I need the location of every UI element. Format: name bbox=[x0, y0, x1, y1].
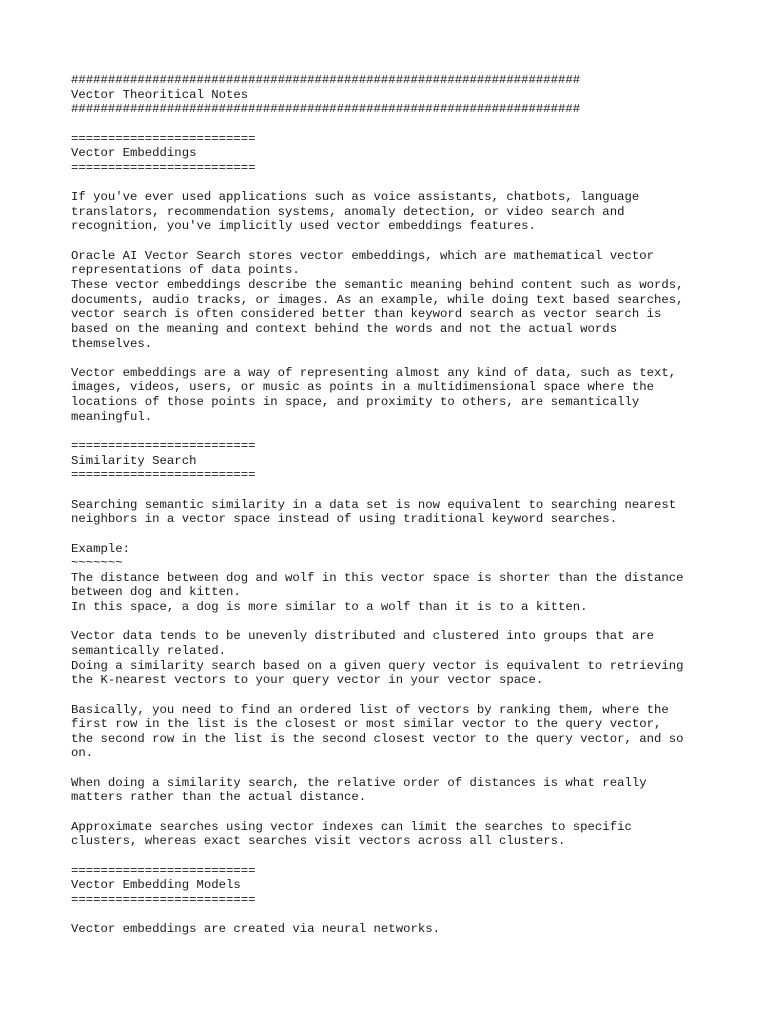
section-rule: ========================= bbox=[71, 892, 256, 907]
text-line: Vector embeddings are a way of representing almost any kind of data, such as text, bbox=[71, 365, 677, 380]
blank-line bbox=[71, 527, 711, 542]
text-line: between dog and kitten. bbox=[71, 585, 241, 600]
section-rule: ========================= bbox=[71, 468, 256, 483]
text-line: Oracle AI Vector Search stores vector embeddings, which are mathematical vector bbox=[71, 248, 654, 263]
text-line: themselves. bbox=[71, 336, 153, 351]
blank-line bbox=[71, 117, 711, 132]
text-line: Searching semantic similarity in a data set is now equivalent to searching nearest bbox=[71, 497, 677, 512]
text-line: meaningful. bbox=[71, 409, 153, 424]
text-line: representations of data points. bbox=[71, 263, 300, 278]
text-line: Vector data tends to be unevenly distributed and clustered into groups that are bbox=[71, 629, 654, 644]
text-line: Vector Theoritical Notes bbox=[71, 87, 249, 102]
text-line: documents, audio tracks, or images. As an example, while doing text based searches, bbox=[71, 292, 684, 307]
section-rule: ========================= bbox=[71, 863, 256, 878]
section-rule: ========================= bbox=[71, 131, 256, 146]
title-rule: ##################################################################### bbox=[71, 73, 581, 87]
section-rule: ========================= bbox=[71, 439, 256, 454]
blank-line bbox=[71, 351, 711, 366]
document-text bbox=[71, 73, 711, 937]
blank-line bbox=[71, 761, 711, 776]
text-line: Vector Embeddings bbox=[71, 146, 197, 161]
text-line: Example: bbox=[71, 541, 131, 556]
blank-line bbox=[71, 483, 711, 498]
blank-line bbox=[71, 849, 711, 864]
blank-line bbox=[71, 688, 711, 703]
blank-line bbox=[71, 175, 711, 190]
text-line: neighbors in a vector space instead of using traditional keyword searches. bbox=[71, 512, 618, 527]
text-line: When doing a similarity search, the relative order of distances is what really bbox=[71, 775, 647, 790]
text-line: If you've ever used applications such as voice assistants, chatbots, language bbox=[71, 190, 640, 205]
text-line: Doing a similarity search based on a given query vector is equivalent to retrieving bbox=[71, 658, 684, 673]
blank-line bbox=[71, 908, 711, 923]
text-line: semantically related. bbox=[71, 643, 226, 658]
text-line: on. bbox=[71, 746, 94, 761]
text-line: recognition, you've implicitly used vector embeddings features. bbox=[71, 219, 536, 234]
text-line: first row in the list is the closest or most similar vector to the query vector, bbox=[71, 717, 662, 732]
text-line: Basically, you need to find an ordered list of vectors by ranking them, where the bbox=[71, 702, 669, 717]
blank-line bbox=[71, 805, 711, 820]
text-line: The distance between dog and wolf in this vector space is shorter than the distance bbox=[71, 570, 684, 585]
title-rule: ##################################################################### bbox=[71, 102, 581, 117]
text-line: Vector embeddings are created via neural networks. bbox=[71, 922, 440, 937]
section-rule: ========================= bbox=[71, 160, 256, 175]
text-line: translators, recommendation systems, anomaly detection, or video search and bbox=[71, 204, 625, 219]
text-line: locations of those points in space, and proximity to others, are semantically bbox=[71, 395, 640, 410]
blank-line bbox=[71, 234, 711, 249]
text-line: Similarity Search bbox=[71, 453, 197, 468]
text-line: the K-nearest vectors to your query vector in your vector space. bbox=[71, 673, 544, 688]
text-line: Vector Embedding Models bbox=[71, 878, 241, 893]
blank-line bbox=[71, 424, 711, 439]
text-line: images, videos, users, or music as points in a multidimensional space where the bbox=[71, 380, 654, 395]
text-line: vector search is often considered better than keyword search as vector search is bbox=[71, 307, 662, 322]
blank-line bbox=[71, 615, 711, 630]
text-line: Approximate searches using vector indexes can limit the searches to specific bbox=[71, 819, 632, 834]
text-line: the second row in the list is the second closest vector to the query vector, and so bbox=[71, 731, 684, 746]
text-line: based on the meaning and context behind the words and not the actual words bbox=[71, 321, 618, 336]
text-line: In this space, a dog is more similar to a wolf than it is to a kitten. bbox=[71, 600, 588, 615]
text-line: matters rather than the actual distance. bbox=[71, 790, 367, 805]
text-line: These vector embeddings describe the semantic meaning behind content such as words, bbox=[71, 277, 684, 292]
text-line: clusters, whereas exact searches visit vectors across all clusters. bbox=[71, 834, 566, 849]
example-underline: ~~~~~~~ bbox=[71, 556, 123, 571]
